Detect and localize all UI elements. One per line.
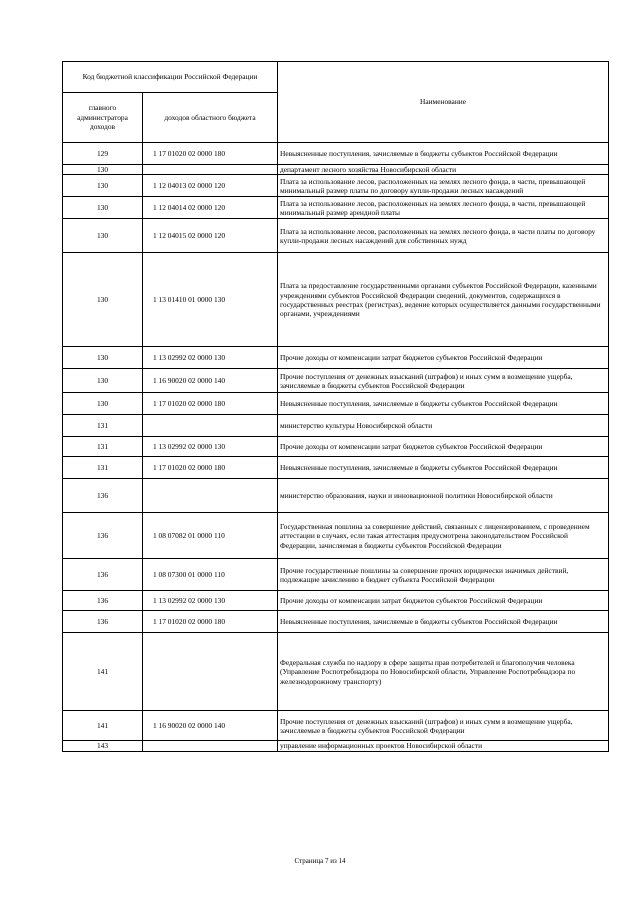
name-cell: управление информационных проектов Новосибирской области — [278, 741, 609, 751]
income-code-cell: 1 16 90020 02 0000 140 — [143, 711, 278, 741]
table-row — [63, 253, 609, 347]
table-row — [63, 347, 609, 369]
income-code-cell: 1 12 04015 02 0000 120 — [143, 219, 278, 253]
table-row — [63, 393, 609, 415]
admin-code-cell: 130 — [63, 175, 143, 197]
table-row — [63, 197, 609, 219]
admin-code-cell: 130 — [63, 393, 143, 415]
header-name-column: Наименование — [278, 62, 609, 143]
name-cell: Плата за использование лесов, расположенных на землях лесного фонда, в части, превышающей минимальный размер арендной платы — [278, 197, 609, 219]
table-row — [63, 591, 609, 611]
admin-code-cell: 130 — [63, 165, 143, 175]
income-code-cell — [143, 741, 278, 751]
table-row — [63, 219, 609, 253]
table-row — [63, 457, 609, 479]
header-income-column: доходов областного бюджета — [143, 93, 278, 143]
income-code-cell: 1 12 04014 02 0000 120 — [143, 197, 278, 219]
income-code-cell: 1 17 01020 02 0000 180 — [143, 393, 278, 415]
name-cell: Невыясненные поступления, зачисляемые в бюджеты субъектов Российской Федерации — [278, 611, 609, 633]
income-code-cell: 1 08 07082 01 0000 110 — [143, 513, 278, 559]
table-row — [63, 369, 609, 393]
table-row — [63, 143, 609, 165]
name-cell: Плата за использование лесов, расположенных на землях лесного фонда, в части, превышающей минимальный размер платы по договору купли-продажи лесных насаждений — [278, 175, 609, 197]
income-code-cell — [143, 165, 278, 175]
name-cell: Прочие доходы от компенсации затрат бюджетов субъектов Российской Федерации — [278, 347, 609, 369]
admin-code-cell: 130 — [63, 197, 143, 219]
table-row — [63, 559, 609, 591]
admin-code-cell: 131 — [63, 415, 143, 437]
section-header-row — [63, 415, 609, 437]
name-cell: министерство культуры Новосибирской области — [278, 415, 609, 437]
name-cell: Плата за предоставление государственными органами субъектов Российской Федерации, казенными учреждениями субъектов Российской Федерации сведений, документов, содержащихся в государственных реестрах (регистрах), ведение которых осуществляется данными государственными органами, учреждениями — [278, 253, 609, 347]
income-code-cell: 1 13 02992 02 0000 130 — [143, 591, 278, 611]
income-code-cell: 1 16 90020 02 0000 140 — [143, 369, 278, 393]
admin-code-cell: 136 — [63, 513, 143, 559]
name-cell: департамент лесного хозяйства Новосибирской области — [278, 165, 609, 175]
name-cell: Невыясненные поступления, зачисляемые в бюджеты субъектов Российской Федерации — [278, 393, 609, 415]
header-admin-column: главного администратора доходов — [63, 93, 143, 143]
header-group-title: Код бюджетной классификации Российской Федерации — [63, 62, 278, 93]
admin-code-cell: 141 — [63, 711, 143, 741]
admin-code-cell: 130 — [63, 219, 143, 253]
income-code-cell — [143, 479, 278, 513]
income-code-cell — [143, 415, 278, 437]
table-body — [63, 143, 609, 752]
income-code-cell: 1 17 01020 02 0000 180 — [143, 611, 278, 633]
name-cell: Прочие доходы от компенсации затрат бюджетов субъектов Российской Федерации — [278, 437, 609, 457]
income-code-cell: 1 17 01020 02 0000 180 — [143, 457, 278, 479]
table-row — [63, 611, 609, 633]
name-cell: Невыясненные поступления, зачисляемые в бюджеты субъектов Российской Федерации — [278, 457, 609, 479]
income-code-cell: 1 13 01410 01 0000 130 — [143, 253, 278, 347]
name-cell: Государственная пошлина за совершение действий, связанных с лицензированием, с проведением аттестации в случаях, если такая аттестация предусмотрена законодательством Российской Федерации, зачисляемая в бюджеты субъектов Российской Федерации — [278, 513, 609, 559]
income-code-cell: 1 17 01020 02 0000 180 — [143, 143, 278, 165]
name-cell: Прочие государственные пошлины за совершение прочих юридически значимых действий, подлежащие зачислению в бюджет субъекта Российской Федерации — [278, 559, 609, 591]
income-code-cell: 1 12 04013 02 0000 120 — [143, 175, 278, 197]
page-number: Страница 7 из 14 — [294, 857, 346, 865]
admin-code-cell: 130 — [63, 253, 143, 347]
admin-code-cell: 129 — [63, 143, 143, 165]
table-row — [63, 711, 609, 741]
income-code-cell: 1 13 02992 02 0000 130 — [143, 347, 278, 369]
section-header-row — [63, 479, 609, 513]
income-code-cell: 1 08 07300 01 0000 110 — [143, 559, 278, 591]
table-row — [63, 175, 609, 197]
name-cell: Прочие поступления от денежных взысканий (штрафов) и иных сумм в возмещение ущерба, зачисляемые в бюджеты субъектов Российской Федерации — [278, 369, 609, 393]
table-row — [63, 437, 609, 457]
name-cell: министерство образования, науки и инновационной политики Новосибирской области — [278, 479, 609, 513]
table-row — [63, 513, 609, 559]
section-header-row — [63, 633, 609, 711]
admin-code-cell: 136 — [63, 479, 143, 513]
admin-code-cell: 130 — [63, 347, 143, 369]
table-header — [63, 62, 609, 143]
admin-code-cell: 130 — [63, 369, 143, 393]
admin-code-cell: 131 — [63, 437, 143, 457]
admin-code-cell: 136 — [63, 559, 143, 591]
admin-code-cell: 131 — [63, 457, 143, 479]
admin-code-cell: 141 — [63, 633, 143, 711]
income-code-cell: 1 13 02992 02 0000 130 — [143, 437, 278, 457]
section-header-row — [63, 741, 609, 751]
name-cell: Федеральная служба по надзору в сфере защиты прав потребителей и благополучия человека (Управление Роспотребнадзора по Новосибирской области, Управление Роспотребнадзора по железнодорожному транспорту) — [278, 633, 609, 711]
admin-code-cell: 136 — [63, 611, 143, 633]
admin-code-cell: 143 — [63, 741, 143, 751]
name-cell: Плата за использование лесов, расположенных на землях лесного фонда, в части платы по договору купли-продажи лесных насаждений для собственных нужд — [278, 219, 609, 253]
name-cell: Прочие доходы от компенсации затрат бюджетов субъектов Российской Федерации — [278, 591, 609, 611]
income-code-cell — [143, 633, 278, 711]
name-cell: Невыясненные поступления, зачисляемые в бюджеты субъектов Российской Федерации — [278, 143, 609, 165]
name-cell: Прочие поступления от денежных взысканий (штрафов) и иных сумм в возмещение ущерба, зачисляемые в бюджеты субъектов Российской Федерации — [278, 711, 609, 741]
admin-code-cell: 136 — [63, 591, 143, 611]
budget-classification-table — [62, 61, 609, 752]
section-header-row — [63, 165, 609, 175]
